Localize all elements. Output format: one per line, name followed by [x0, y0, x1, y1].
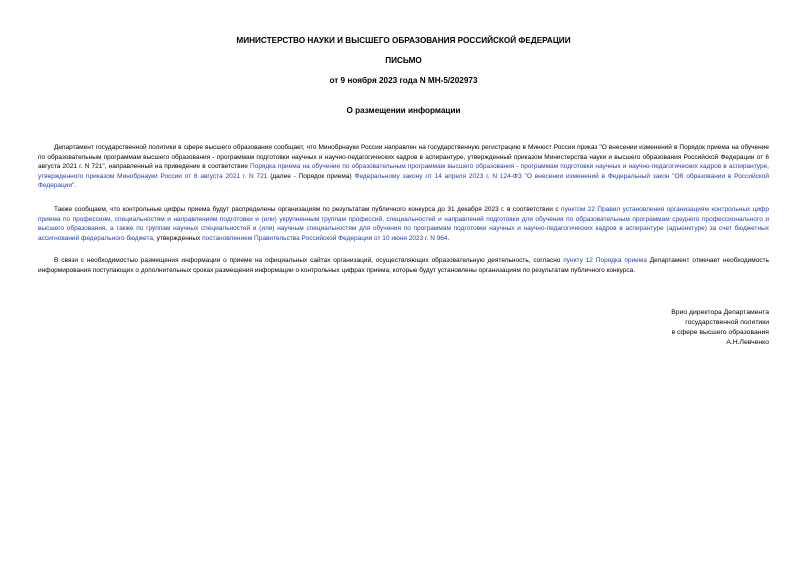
signature-block	[671, 308, 769, 348]
paragraph-2	[38, 205, 769, 243]
ministry-title: МИНИСТЕРСТВО НАУКИ И ВЫСШЕГО ОБРАЗОВАНИЯ РОССИЙСКОЙ ФЕДЕРАЦИИ	[236, 36, 571, 45]
paragraph-3	[38, 256, 769, 275]
document-type: ПИСЬМО	[385, 56, 422, 65]
signature-position-line-2: государственной политики	[685, 319, 769, 326]
paragraph-3-text-b: Департамент отмечает необходимость информирования поступающих о дополнительных сроках размещения информации о контрольных цифрах приема, которые будут установлены организациям по результатам публичного конкурса.	[38, 257, 769, 274]
signature-position-line-1: Врио директора Департамента	[671, 309, 769, 316]
paragraph-2-text-c: .	[447, 234, 450, 242]
link-rules-point-22[interactable]: пунктом 22 Правил установления организациям контрольных цифр приема по профессиям, специальностям и направлениям подготовки и (или) укрупненным группам профессий, специальностей и направлений подготовки для обучения по образовательным программам среднего профессионального и высшего образования, а также по группам научных специальностей и (или) научным специальностям для обучения по программам подготовки научных и научно-педагогических кадров в аспирантуре (адъюнктуре) за счет бюджетных ассигнований федерального бюджета	[38, 206, 770, 242]
paragraph-1-text-a: Департамент государственной политики в сфере высшего образования сообщает, что Минобрнауки России направлен на государственную регистрацию в Минюст России приказ "О внесении изменений в Порядок приема на обучение по образовательным программам высшего образования - программам подготовки научных и научно-педагогических кадров в аспирантуре, утвержденный приказом Министерства науки и высшего образования Российской Федерации от 6 августа 2021 г. N 721", направленный на приведение в соответствие	[38, 144, 769, 170]
link-government-resolution-964[interactable]: постановлением Правительства Российской Федерации от 10 июня 2023 г. N 964	[202, 234, 448, 242]
paragraph-1-text-b: (далее - Порядок приема)	[267, 172, 355, 180]
paragraph-3-text-a: В связи с необходимостью размещения информации о приеме на официальных сайтах организаций, осуществляющих образовательную деятельность, согласно	[54, 257, 564, 264]
signatory-name: А.Н.Левченко	[726, 339, 769, 346]
document-date-number: от 9 ноября 2023 года N МН-5/202973	[329, 76, 478, 85]
signature-position-line-3: в сфере высшего образования	[671, 329, 769, 336]
paragraph-2-text-b: , утвержденных	[152, 234, 203, 242]
link-admission-procedure[interactable]: Порядка приема на обучение по образовательным программам высшего образования - программам подготовки научных и научно-педагогических кадров в аспирантуре, утвержденного приказом Минобрнауки России от 6 августа 2021 г. N 721	[38, 163, 769, 180]
paragraph-2-text-a: Также сообщаем, что контрольные цифры приема будут распределены организациям по результатам публичного конкурса до 31 декабря 2023 г. в соответствии с	[54, 206, 562, 213]
paragraph-1-text-c: .	[74, 182, 77, 189]
link-federal-law-124[interactable]: Федеральному закону от 14 апреля 2023 г. N 124-ФЗ "О внесении изменений в Федеральный закон "Об образовании в Российской Федерации"	[38, 172, 769, 189]
document-subject: О размещении информации	[346, 106, 461, 115]
paragraph-1	[38, 143, 769, 191]
link-procedure-point-12[interactable]: пункту 12 Порядка приема	[563, 257, 647, 264]
